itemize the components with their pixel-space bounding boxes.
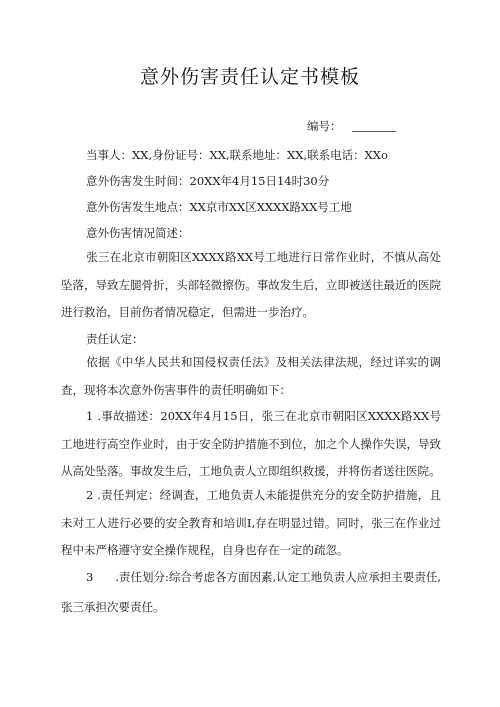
item-1-text: .事故描述：20XX年4月15日，张三在北京市朝阳区XXXX路XX号工地进行高空作业时，由于安全防护措施不到位，加之个人操作失误，导致从高处坠落。事故发生后，工地负责人立即组织救援，并将伤者送往医院。 <box>61 409 442 478</box>
time-line: 意外伤害发生时间：20XX年4月15日14时30分 <box>86 174 330 188</box>
place-line: 意外伤害发生地点：XX京市XX区XXXX路XX号工地 <box>86 200 352 214</box>
basis-text: 依据《中华人民共和国侵权责任法》及相关法律法规，经过详实的调查，现将本次意外伤害事件的责任明确如下： <box>61 355 441 397</box>
basis-paragraph <box>61 349 441 404</box>
responsibility-heading: 责任认定： <box>86 332 144 346</box>
item-3-text: .责任划分:综合考虑各方面因素,认定工地负责人应承担主要责任,张三承担次要责任。 <box>61 570 441 614</box>
document-title: 意外伤害责任认定书模板 <box>139 66 360 88</box>
item-1 <box>61 403 441 486</box>
item-2-number: 2 <box>86 488 94 502</box>
document-number <box>307 118 396 134</box>
item-2-text: .责任判定：经调查，工地负责人未能提供充分的安全防护措施，且未对工人进行必要的安全教育和培训I,存在明显过错。同时，张三在作业过程中未严格遵守安全操作规程，自身也存在一定的疏忽。 <box>61 488 442 557</box>
situation-text: 张三在北京市朝阳区XXXX路XX号工地进行日常作业时，不慎从高处坠落，导致左腿骨折，头部轻微擦伤。事故发生后，立即被送往最近的医院进行救治，目前伤者情况稳定，但需进一步治疗。 <box>61 250 441 319</box>
item-2 <box>61 482 441 565</box>
number-label: 编号： <box>307 119 342 133</box>
number-blank-line <box>352 131 396 132</box>
situation-heading: 意外伤害情况简述： <box>86 226 190 240</box>
parties-line: 当事人：XX,身份证号：XX,联系地址：XX,联系电话：XXo <box>86 148 388 162</box>
situation-paragraph <box>61 244 441 327</box>
item-1-number: 1 <box>86 409 94 423</box>
item-3 <box>61 562 441 622</box>
item-3-number: 3 <box>86 570 94 584</box>
